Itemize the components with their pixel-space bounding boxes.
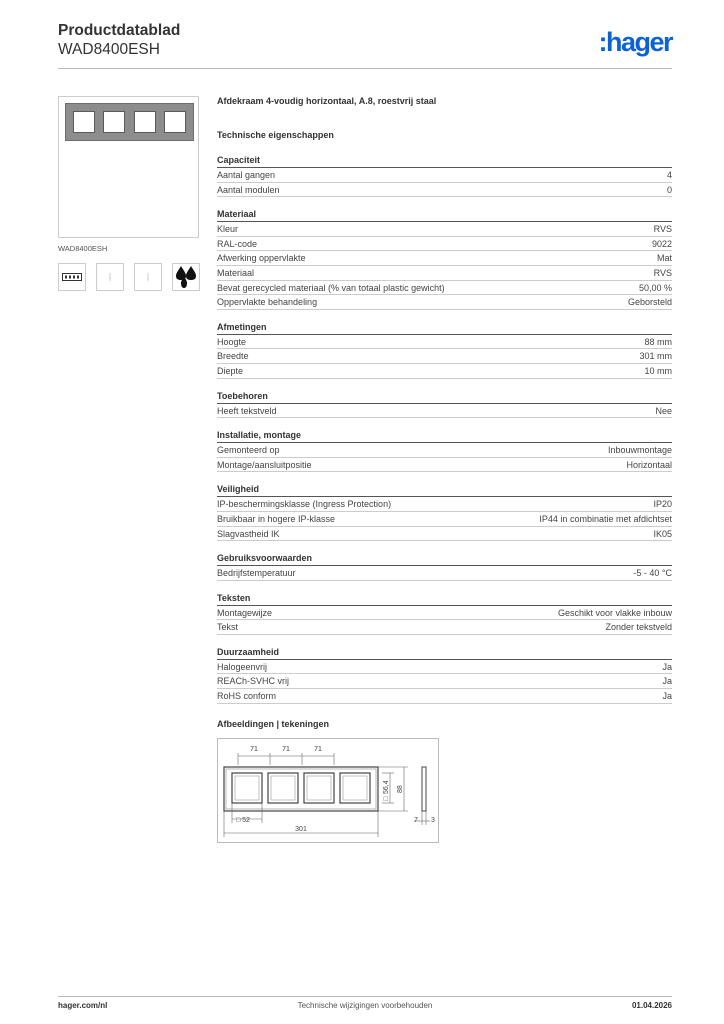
section-title: Capaciteit (217, 154, 672, 168)
connector-icon (58, 263, 86, 291)
spec-value: Geschikt voor vlakke inbouw (557, 607, 672, 618)
spec-label: Aantal modulen (217, 184, 280, 195)
spec-value: 10 mm (644, 365, 672, 376)
spec-row (217, 620, 672, 635)
spec-row (217, 443, 672, 458)
frame-image (65, 103, 194, 141)
spec-label: Kleur (217, 224, 239, 235)
section-title: Duurzaamheid (217, 646, 672, 660)
spec-row (217, 458, 672, 473)
spec-section (217, 483, 672, 541)
spec-value: Horizontaal (626, 459, 672, 470)
blank-icon (96, 263, 124, 291)
spec-row (217, 527, 672, 542)
section-title: Installatie, montage (217, 429, 672, 443)
spec-section (217, 552, 672, 581)
spec-value: Ja (662, 691, 672, 702)
spec-value: 50,00 % (638, 282, 672, 293)
section-title: Gebruiksvoorwaarden (217, 552, 672, 566)
spec-value: RVS (653, 267, 672, 278)
spec-row (217, 404, 672, 419)
spec-value: Inbouwmontage (607, 445, 672, 456)
spec-row (217, 349, 672, 364)
spec-section (217, 592, 672, 635)
spec-value: 88 mm (644, 336, 672, 347)
spec-label: IP-beschermingsklasse (Ingress Protection) (217, 499, 392, 510)
spec-section (217, 429, 672, 472)
spec-value: Zonder tekstveld (605, 622, 672, 633)
spec-label: RAL-code (217, 238, 258, 249)
product-thumbnail (58, 96, 199, 238)
spec-section (217, 208, 672, 310)
section-title: Materiaal (217, 208, 672, 222)
spec-row (217, 222, 672, 237)
section-title: Veiligheid (217, 483, 672, 497)
spec-label: Aantal gangen (217, 170, 276, 180)
spec-value: Ja (662, 676, 672, 687)
spec-value: 4 (666, 170, 672, 180)
spec-row (217, 689, 672, 704)
spec-value: 301 mm (639, 351, 672, 362)
spec-label: Heeft tekstveld (217, 405, 277, 416)
spec-section (217, 321, 672, 379)
spec-section (217, 390, 672, 419)
dim-pitch-3: 71 (314, 746, 322, 753)
spec-value: Mat (656, 253, 672, 264)
dim-depth-b: 3 (431, 817, 435, 824)
spec-label: Montagewijze (217, 607, 273, 618)
dim-depth-a: 7 (414, 817, 418, 824)
spec-label: Slagvastheid IK (217, 528, 280, 539)
dim-height: 88 (397, 785, 404, 793)
images-heading: Afbeeldingen | tekeningen (217, 719, 330, 729)
spec-label: Tekst (217, 622, 239, 633)
spec-value: Geborsteld (627, 297, 672, 308)
spec-value: Ja (662, 661, 672, 672)
spec-row (217, 512, 672, 527)
section-title: Afmetingen (217, 321, 672, 335)
section-title: Teksten (217, 592, 672, 606)
spec-row (217, 295, 672, 310)
spec-value: 9022 (651, 238, 672, 249)
spec-label: Breedte (217, 351, 249, 362)
spec-row (217, 251, 672, 266)
blank-icon (134, 263, 162, 291)
spec-row (217, 335, 672, 350)
dim-width: 301 (295, 826, 307, 833)
spec-label: Materiaal (217, 267, 255, 278)
spec-label: Bevat gerecycled materiaal (% van totaal plastic gewicht) (217, 282, 445, 293)
spec-label: Bedrijfstemperatuur (217, 568, 296, 579)
spec-content (217, 95, 672, 704)
spec-label: Diepte (217, 365, 244, 376)
spec-label: Bruikbaar in hogere IP-klasse (217, 513, 336, 524)
spec-row (217, 497, 672, 512)
dim-pitch-2: 71 (282, 746, 290, 753)
spec-row (217, 183, 672, 198)
spec-row (217, 674, 672, 689)
spec-value: Nee (655, 405, 672, 416)
spec-row (217, 660, 672, 675)
spec-section (217, 154, 672, 197)
spec-label: Oppervlakte behandeling (217, 297, 318, 308)
tech-heading: Technische eigenschappen (217, 130, 334, 140)
spec-row (217, 606, 672, 621)
dim-pitch-1: 71 (250, 746, 258, 753)
spec-value: IP20 (653, 499, 672, 510)
dim-inner-height-box: □ (383, 796, 390, 801)
spec-row (217, 281, 672, 296)
product-code: WAD8400ESH (58, 41, 160, 58)
spec-value: IK05 (653, 528, 672, 539)
dim-inner-height: 56,4 (383, 780, 390, 794)
page-footer (58, 996, 672, 1012)
spec-label: RoHS conform (217, 691, 277, 702)
thumbnail-caption: WAD8400ESH (58, 244, 108, 253)
technical-drawing (217, 738, 439, 843)
hager-logo: :hager (598, 27, 672, 57)
spec-label: Montage/aansluitpositie (217, 459, 312, 470)
spec-sections (217, 154, 672, 704)
spec-row (217, 566, 672, 581)
footer-date: 01.04.2026 (631, 1001, 672, 1010)
spec-label: REACh-SVHC vrij (217, 676, 290, 687)
spec-label: Hoogte (217, 336, 247, 347)
footer-disclaimer: Technische wijzigingen voorbehouden (297, 1001, 433, 1010)
spec-label: Afwerking oppervlakte (217, 253, 306, 264)
spec-value: IP44 in combinatie met afdichtset (539, 513, 672, 524)
dim-cell: □ 52 (236, 817, 250, 824)
spec-row (217, 364, 672, 379)
spec-row (217, 237, 672, 252)
spec-value: RVS (653, 224, 672, 235)
page-title: Productdatablad (58, 22, 181, 39)
footer-website-link[interactable]: hager.com/nl (58, 1001, 108, 1010)
spec-row (217, 266, 672, 281)
spec-row (217, 168, 672, 183)
product-description: Afdekraam 4-voudig horizontaal, A.8, roestvrij staal (217, 96, 437, 106)
spec-section (217, 646, 672, 704)
section-title: Toebehoren (217, 390, 672, 404)
page-header (58, 22, 672, 69)
water-drops-icon (172, 263, 200, 291)
spec-value: -5 - 40 °C (633, 568, 672, 579)
spec-label: Gemonteerd op (217, 445, 280, 456)
drawing-svg (218, 739, 440, 844)
spec-value: 0 (666, 184, 672, 195)
spec-label: Halogeenvrij (217, 661, 268, 672)
